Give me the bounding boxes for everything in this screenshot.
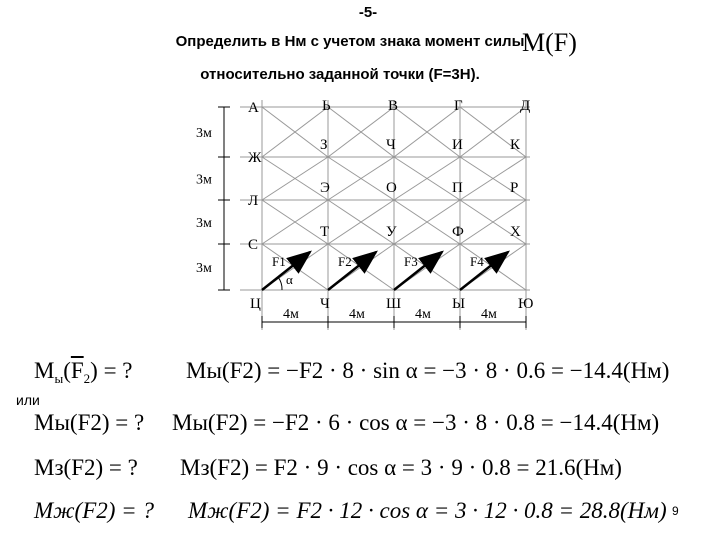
equation-3-solution: Mз(F2) = F2 · 9 · cos α = 3 · 9 · 0.8 = 21.6(Нм) [180,455,622,480]
node-label: Ш [386,296,402,312]
node-label: К [510,137,521,153]
horizontal-dimension-label: 4м [415,307,431,322]
page-number: 9 [672,504,679,518]
vertical-dimension-label: 3м [196,172,212,188]
equation-4-question: Mж(F2) = ? [34,498,154,523]
node-label: С [248,237,259,253]
node-label: У [386,224,397,240]
node-label: Г [454,98,463,114]
equation-2-question: Mы(F2) = ? [34,410,145,435]
task-line-1: Определить в Нм с учетом знака момент силы [175,33,525,50]
alpha-label: α [286,272,293,287]
equation-1-solution: Mы(F2) = −F2 · 8 · sin α = −3 · 8 · 0.6 = −14.4(Нм) [186,358,670,383]
force-f4-arrow [460,252,508,290]
node-label: Ю [518,296,534,312]
node-label: Т [320,224,330,240]
node-label: А [248,100,259,116]
vertical-dimension-label: 3м [196,261,212,276]
node-label: Ч [320,296,330,312]
node-label: Х [510,224,521,240]
node-label: Р [510,180,519,196]
node-label: Л [248,193,259,209]
node-label: Ь [322,98,331,114]
vertical-dimension-label: 3м [196,126,212,141]
or-label: или [16,392,40,408]
node-label: П [452,180,463,196]
force-f1-label: F1 [272,254,286,269]
node-label: В [388,98,399,114]
force-f3-arrow [394,252,442,290]
equation-3-question: Mз(F2) = ? [34,455,138,480]
node-label: Ф [452,224,464,240]
node-label: Ц [250,296,261,312]
moment-symbol: M(F) [522,28,577,57]
equation-1-question: $M_ы(\overline{F}_2)$ = ? [34,358,133,386]
node-label: Д [520,98,531,114]
force-f2-arrow [328,252,376,290]
node-label: Ч [386,137,396,153]
horizontal-dimension-label: 4м [283,307,299,322]
vertical-dimension-label: 3м [196,216,212,231]
task-line-2: относительно заданной точки (F=3H). [200,66,480,83]
slide-number: -5- [358,4,378,21]
force-f4-label: F4 [470,254,484,269]
node-label: З [320,137,328,153]
force-f3-label: F3 [404,254,418,269]
node-label: Ж [248,150,262,166]
node-label: И [452,137,463,153]
node-label: Ы [452,296,466,312]
node-label: Э [320,180,330,196]
equation-4-solution: Mж(F2) = F2 · 12 · cos α = 3 · 12 · 0.8 = 28.8(Нм) [188,498,667,523]
force-f2-label: F2 [338,254,352,269]
horizontal-dimension-label: 4м [349,307,365,322]
node-label: О [386,180,397,196]
horizontal-dimension-label: 4м [481,307,497,322]
equation-2-solution: Mы(F2) = −F2 · 6 · cos α = −3 · 8 · 0.8 = −14.4(Нм) [172,410,660,435]
